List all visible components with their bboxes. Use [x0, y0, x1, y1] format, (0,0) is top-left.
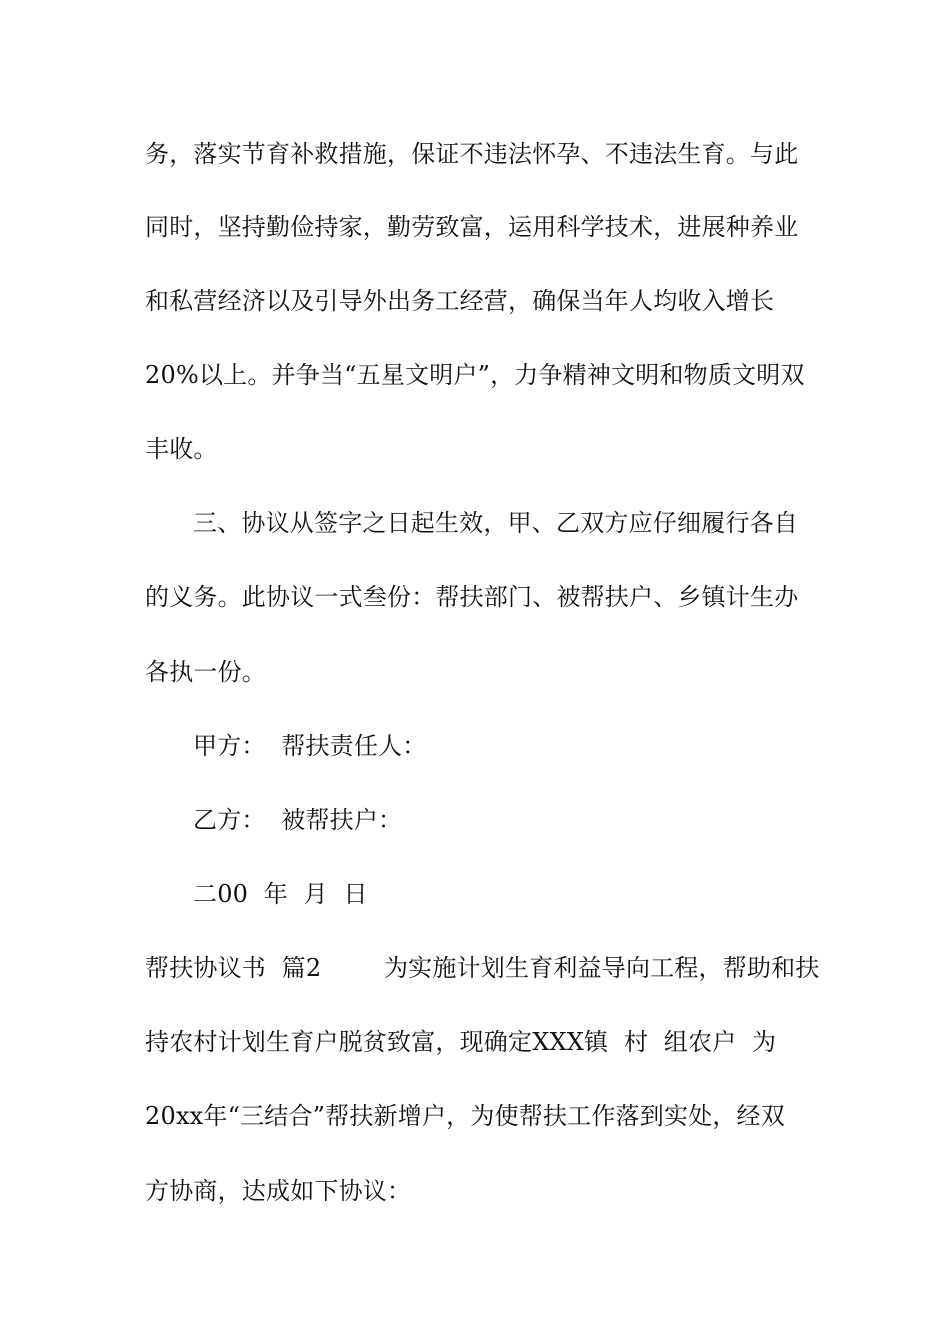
paragraph-line: 同时，坚持勤俭持家，勤劳致富，运用科学技术，进展种养业: [145, 213, 799, 241]
clause-three-line: 三、协议从签字之日起生效，甲、乙双方应仔细履行各自: [193, 509, 798, 537]
paragraph-line: 各执一份。: [145, 658, 266, 686]
paragraph-line: 的义务。此协议一式叁份：帮扶部门、被帮扶户、乡镇计生办: [145, 583, 799, 611]
paragraph-line: 方协商，达成如下协议：: [145, 1177, 412, 1205]
paragraph-line: 丰收。: [145, 435, 218, 463]
paragraph-line: 务，落实节育补救措施，保证不违法怀孕、不违法生育。与此: [145, 140, 799, 168]
paragraph-line: 20%以上。并争当“五星文明户”，力争精神文明和物质文明双: [145, 361, 805, 389]
paragraph-line: 持农村计划生育户脱贫致富，现确定XXX镇 村 组农户 为: [145, 1028, 777, 1056]
party-a-signature-line: 甲方： 帮扶责任人：: [193, 732, 427, 760]
date-line: 二00 年 月 日: [193, 880, 368, 908]
section-heading-line: 帮扶协议书 篇2 为实施计划生育利益导向工程，帮助和扶: [145, 954, 820, 982]
paragraph-line: 20xx年“三结合”帮扶新增户，为使帮扶工作落到实处，经双: [145, 1102, 785, 1130]
party-b-signature-line: 乙方： 被帮扶户：: [193, 806, 403, 834]
paragraph-line: 和私营经济以及引导外出务工经营，确保当年人均收入增长: [145, 287, 775, 315]
